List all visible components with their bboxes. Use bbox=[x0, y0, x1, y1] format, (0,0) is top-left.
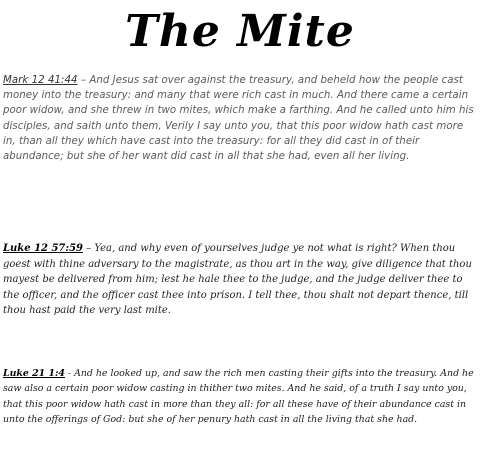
passage-luke-21 bbox=[3, 366, 477, 428]
passage-reference: Luke 21 1:4 bbox=[3, 368, 65, 379]
passage-reference: Mark 12 41:44 bbox=[3, 75, 78, 86]
page-title: The Mite bbox=[125, 6, 355, 57]
passage-text: And Jesus sat over against the treasury, and beheld how the people cast money into the treasury: and many that were rich cast in much. And there came a certain poor widow, and she threw in two mites, which make a farthing. And he called unto him his disciples, and saith unto them, Verily I say unto you, that this poor widow hath cast more in, than all they which have cast into the treasury: for all they did cast in of their abundance; but she of her want did cast in all that she had, even all her living. bbox=[3, 75, 474, 163]
passage-separator: – bbox=[83, 243, 95, 254]
passage-separator: – bbox=[77, 75, 90, 86]
passage-luke-12 bbox=[3, 241, 477, 319]
passage-text: Yea, and why even of yourselves judge ye not what is right? When thou goest with thine adversary to the magistrate, as thou art in the way, give diligence that thou mayest be delivered from him; lest he hale thee to the judge, and the judge deliver thee to the officer, and the officer cast thee into prison. I tell thee, thou shalt not depart thence, till thou hast paid the very last mite. bbox=[3, 243, 472, 317]
passage-separator: - bbox=[64, 368, 75, 379]
passage-mark bbox=[3, 73, 477, 164]
passage-reference: Luke 12 57:59 bbox=[3, 243, 83, 254]
passage-text: And he looked up, and saw the rich men casting their gifts into the treasury. And he saw also a certain poor widow casting in thither two mites. And he said, of a truth I say unto you, that this poor widow hath cast in more than they all: for all these have of their abundance cast in unto the offerings of God: but she of her penury hath cast in all the living that she had. bbox=[3, 368, 474, 426]
